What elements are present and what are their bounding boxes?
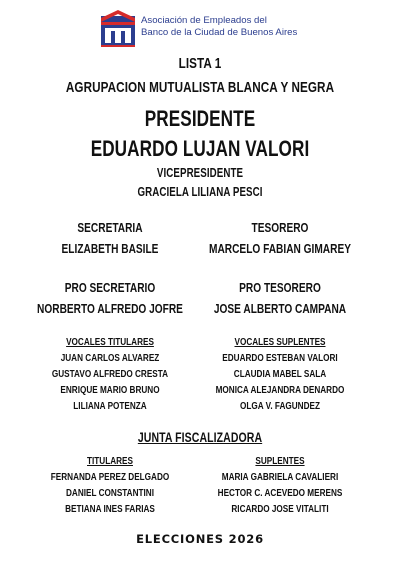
- pro-secretario-label: PRO SECRETARIO: [64, 280, 156, 295]
- junta-suplentes-label: SUPLENTES: [255, 455, 305, 467]
- pro-secretario-name: NORBERTO ALFREDO JOFRE: [37, 301, 183, 316]
- list-item: HECTOR C. ACEVEDO MERENS: [217, 487, 343, 499]
- tesorero-name: MARCELO FABIAN GIMAREY: [209, 241, 351, 256]
- junta-fiscalizadora-title: JUNTA FISCALIZADORA: [137, 430, 263, 445]
- list-item: DANIEL CONSTANTINI: [66, 487, 154, 499]
- list-item: EDUARDO ESTEBAN VALORI: [222, 352, 338, 364]
- president-name: EDUARDO LUJAN VALORI: [90, 136, 310, 161]
- list-item: FERNANDA PEREZ DELGADO: [50, 471, 170, 483]
- list-item: MARIA GABRIELA CAVALIERI: [221, 471, 339, 483]
- aebc-logo-icon: [100, 10, 136, 48]
- vice-president-name: GRACIELA LILIANA PESCI: [137, 185, 263, 199]
- pro-tesorero-name: JOSE ALBERTO CAMPANA: [213, 301, 347, 316]
- president-label: PRESIDENTE: [144, 106, 256, 131]
- association-name: [141, 15, 297, 38]
- association-name-line2: Banco de la Ciudad de Buenos Aires: [141, 26, 298, 38]
- list-name: AGRUPACION MUTUALISTA BLANCA Y NEGRA: [65, 79, 335, 96]
- list-item: BETIANA INES FARIAS: [65, 503, 155, 515]
- junta-titulares-label: TITULARES: [87, 455, 133, 467]
- list-number: LISTA 1: [178, 55, 222, 72]
- vice-president-label: VICEPRESIDENTE: [156, 166, 244, 180]
- secretaria-label: SECRETARIA: [77, 220, 143, 235]
- pro-tesorero-label: PRO TESORERO: [239, 280, 321, 295]
- list-item: MONICA ALEJANDRA DENARDO: [215, 384, 345, 396]
- list-item: RICARDO JOSE VITALITI: [231, 503, 329, 515]
- vocales-titulares-label: VOCALES TITULARES: [66, 336, 154, 348]
- elections-footer: ELECCIONES 2026: [136, 532, 264, 546]
- list-item: OLGA V. FAGUNDEZ: [240, 400, 320, 412]
- tesorero-label: TESORERO: [251, 220, 309, 235]
- association-name-line1: Asociación de Empleados del: [141, 15, 267, 26]
- list-item: GUSTAVO ALFREDO CRESTA: [51, 368, 169, 380]
- list-item: LILIANA POTENZA: [73, 400, 147, 412]
- secretaria-name: ELIZABETH BASILE: [61, 241, 159, 256]
- list-item: CLAUDIA MABEL SALA: [233, 368, 327, 380]
- list-item: JUAN CARLOS ALVAREZ: [60, 352, 160, 364]
- list-item: ENRIQUE MARIO BRUNO: [60, 384, 160, 396]
- vocales-suplentes-label: VOCALES SUPLENTES: [234, 336, 326, 348]
